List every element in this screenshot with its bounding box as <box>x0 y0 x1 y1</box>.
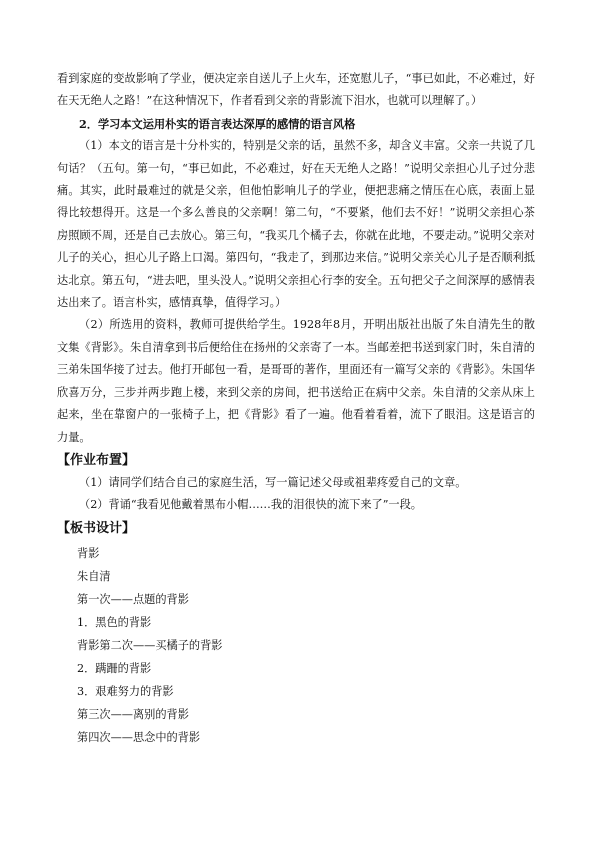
board-line-third: 第三次——离别的背影 <box>77 707 189 721</box>
homework-item-2: （2）背诵“我看见他戴着黑布小帽……我的泪很快的流下来了”一段。 <box>79 498 422 512</box>
point-2-heading: 2．学习本文运用朴实的语言表达深厚的感情的语言风格 <box>79 116 356 131</box>
point-2-paragraph-2: （2）所选用的资料，教师可提供给学生。1928年8月，开明出版社出版了朱自清先生的散文集《背影》。朱自清拿到书后便给住在扬州的父亲寄了一本。当邮差把书送到家门时，朱自清的三弟朱国华接了过去。他打开邮包一看，是哥哥的著作，里面还有一篇写父亲的《背影》。朱国华欣喜万分，三步并两步跑上楼，来到父亲的房间，把书送给正在病中父亲。朱自清的父亲从床上起来，坐在靠窗户的一张椅子上，把《背影》看了一遍。他看着看着，流下了眼泪。这是语言的力量。 <box>57 318 535 444</box>
continuation-paragraph: 看到家庭的变故影响了学业，便决定亲自送儿子上火车，还宽慰儿子，“事已如此，不必难过，好在天无绝人之路！”在这种情况下，作者看到父亲的背影流下泪水，也就可以理解了。） <box>57 72 535 108</box>
homework-heading: 【作业布置】 <box>57 452 136 468</box>
board-line-point-1: 1．黑色的背影 <box>77 615 152 629</box>
board-line-author: 朱自清 <box>77 569 111 583</box>
point-2-paragraph-1: （1）本文的语言是十分朴实的，特别是父亲的话，虽然不多，却含义丰富。父亲一共说了几句话？（五句。第一句，“事已如此，不必难过，好在天无绝人之路！”说明父亲担心儿子过分悲痛。其实，此时最难过的就是父亲，但他怕影响儿子的学业，便把悲痛之情压在心底，表面上显得比较想得开。这是一个多么善良的父亲啊！第二句，“不要紧，他们去不好！”说明父亲担心茶房照顾不周，还是自己去放心。第三句，“我买几个橘子去，你就在此地，不要走动。”说明父亲对儿子的关心，担心儿子路上口渴。第四句，“我走了，到那边来信。”说明父亲关心儿子是否顺利抵达北京。第五句，“进去吧，里头没人。”说明父亲担心行李的安全。五句把父子之间深厚的感情表达出来了。语言朴实，感情真挚，值得学习。） <box>57 139 535 310</box>
document-body <box>57 68 535 749</box>
homework-item-1: （1）请同学们结合自己的家庭生活，写一篇记述父母或祖辈疼爱自己的文章。 <box>79 475 467 489</box>
board-line-title: 背影 <box>77 546 100 560</box>
board-line-first: 第一次——点题的背影 <box>77 592 189 606</box>
board-line-second: 背影第二次——买橘子的背影 <box>77 638 223 652</box>
board-line-point-3: 3．艰难努力的背影 <box>77 684 174 698</box>
board-design-heading: 【板书设计】 <box>57 520 136 536</box>
board-line-point-2: 2．蹒跚的背影 <box>77 661 152 675</box>
board-design-outline <box>77 542 535 749</box>
board-line-fourth: 第四次——思念中的背影 <box>77 730 201 744</box>
